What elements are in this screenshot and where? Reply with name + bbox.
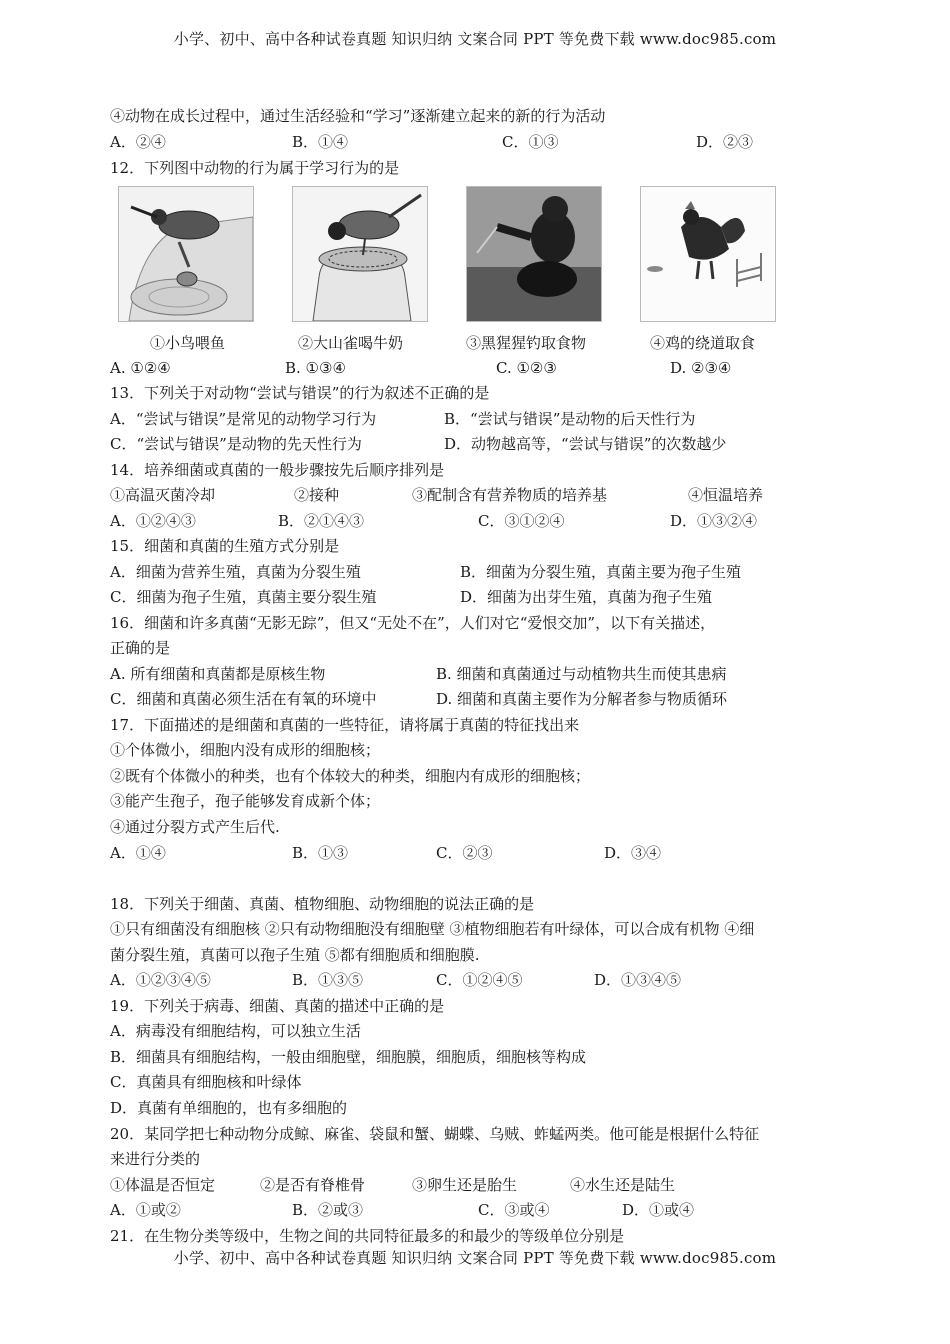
q17-option-c: C．②③ <box>436 844 493 862</box>
q20-option-d: D．①或④ <box>622 1201 695 1219</box>
q15-option-c: C．细菌为孢子生殖，真菌主要分裂生殖 <box>110 588 377 606</box>
q16-option-b: B. 细菌和真菌通过与动植物共生而使其患病 <box>436 665 727 683</box>
q17-item-2: ②既有个体微小的种类，也有个体较大的种类，细胞内有成形的细胞核； <box>110 767 591 785</box>
q17-item-4: ④通过分裂方式产生后代. <box>110 818 280 836</box>
q13-option-a: A．“尝试与错误”是常见的动物学习行为 <box>110 410 377 428</box>
q13-stem: 13．下列关于对动物“尝试与错误”的行为叙述不正确的是 <box>110 384 490 402</box>
q11-option-d: D．②③ <box>696 133 754 151</box>
q11-option-b: B．①④ <box>292 133 349 151</box>
q12-option-a: A. ①②④ <box>110 359 171 377</box>
q20-item-1: ①体温是否恒定 <box>110 1176 216 1194</box>
q12-option-b: B. ①③④ <box>285 359 346 377</box>
q12-option-d: D. ②③④ <box>670 359 732 377</box>
q16-stem-line2: 正确的是 <box>110 639 171 657</box>
q14-option-c: C．③①②④ <box>478 512 565 530</box>
q15-option-d: D．细菌为出芽生殖，真菌为孢子生殖 <box>460 588 713 606</box>
q12-caption-1: ①小鸟喂鱼 <box>150 334 226 352</box>
q14-option-d: D．①③②④ <box>670 512 758 530</box>
q13-option-c: C．“尝试与错误”是动物的先天性行为 <box>110 435 362 453</box>
q20-option-c: C．③或④ <box>478 1201 550 1219</box>
q15-option-a: A．细菌为营养生殖，真菌为分裂生殖 <box>110 563 361 581</box>
q19-stem: 19．下列关于病毒、细菌、真菌的描述中正确的是 <box>110 997 445 1015</box>
q14-stem: 14．培养细菌或真菌的一般步骤按先后顺序排列是 <box>110 461 445 479</box>
q11-option-c: C．①③ <box>502 133 559 151</box>
great-tit-drinking-milk-image <box>292 186 428 322</box>
page-footer: 小学、初中、高中各种试卷真题 知识归纳 文案合同 PPT 等免费下载 www.doc985.com <box>173 1249 777 1267</box>
q17-stem: 17．下面描述的是细菌和真菌的一些特征，请将属于真菌的特征找出来 <box>110 716 580 734</box>
q19-option-c: C．真菌具有细胞核和叶绿体 <box>110 1073 302 1091</box>
q19-option-d: D．真菌有单细胞的，也有多细胞的 <box>110 1099 348 1117</box>
q20-item-2: ②是否有脊椎骨 <box>260 1176 366 1194</box>
q17-option-b: B．①③ <box>292 844 349 862</box>
q21-stem: 21．在生物分类等级中，生物之间的共同特征最多的和最少的等级单位分别是 <box>110 1227 625 1245</box>
q20-option-a: A．①或② <box>110 1201 181 1219</box>
q20-item-3: ③卵生还是胎生 <box>412 1176 518 1194</box>
q17-option-d: D．③④ <box>604 844 662 862</box>
q20-stem-line2: 来进行分类的 <box>110 1150 201 1168</box>
q17-item-1: ①个体微小，细胞内没有成形的细胞核； <box>110 741 381 759</box>
q19-option-b: B．细菌具有细胞结构，一般由细胞壁，细胞膜，细胞质，细胞核等构成 <box>110 1048 587 1066</box>
q13-option-d: D．动物越高等，“尝试与错误”的次数越少 <box>444 435 727 453</box>
q12-option-c: C. ①②③ <box>496 359 557 377</box>
q16-option-d: D. 细菌和真菌主要作为分解者参与物质循环 <box>436 690 728 708</box>
page-header: 小学、初中、高中各种试卷真题 知识归纳 文案合同 PPT 等免费下载 www.doc985.com <box>173 30 777 48</box>
q14-item-2: ②接种 <box>294 486 340 504</box>
q18-option-a: A．①②③④⑤ <box>110 971 211 989</box>
q20-option-b: B．②或③ <box>292 1201 364 1219</box>
q17-option-a: A．①④ <box>110 844 166 862</box>
q14-option-a: A．①②④③ <box>110 512 196 530</box>
q16-option-c: C．细菌和真菌必须生活在有氧的环境中 <box>110 690 377 708</box>
q18-option-b: B．①③⑤ <box>292 971 364 989</box>
q14-option-b: B．②①④③ <box>278 512 365 530</box>
q11-option-a: A．②④ <box>110 133 166 151</box>
q15-stem: 15．细菌和真菌的生殖方式分别是 <box>110 537 340 555</box>
q12-caption-3: ③黑猩猩钓取食物 <box>466 334 587 352</box>
chimpanzee-fishing-food-image <box>466 186 602 322</box>
q13-option-b: B．“尝试与错误”是动物的后天性行为 <box>444 410 696 428</box>
q18-option-d: D．①③④⑤ <box>594 971 682 989</box>
chicken-detour-feeding-image <box>640 186 776 322</box>
q20-item-4: ④水生还是陆生 <box>570 1176 676 1194</box>
q18-option-c: C．①②④⑤ <box>436 971 523 989</box>
q12-caption-4: ④鸡的绕道取食 <box>650 334 756 352</box>
q12-caption-2: ②大山雀喝牛奶 <box>298 334 404 352</box>
q14-item-1: ①高温灭菌冷却 <box>110 486 216 504</box>
q18-body-line1: ①只有细菌没有细胞核 ②只有动物细胞没有细胞壁 ③植物细胞若有叶绿体，可以合成有机物 ④细 <box>110 920 755 938</box>
q16-stem-line1: 16．细菌和许多真菌“无影无踪”，但又“无处不在”，人们对它“爱恨交加”，以下有关描述， <box>110 614 716 632</box>
bird-feeding-fish-image <box>118 186 254 322</box>
q16-option-a: A. 所有细菌和真菌都是原核生物 <box>110 665 326 683</box>
q18-body-line2: 菌分裂生殖，真菌可以孢子生殖 ⑤都有细胞质和细胞膜. <box>110 946 480 964</box>
q17-item-3: ③能产生孢子，孢子能够发育成新个体； <box>110 792 381 810</box>
q20-stem-line1: 20．某同学把七种动物分成鲸、麻雀、袋鼠和蟹、蝴蝶、乌贼、蚱蜢两类。他可能是根据什么特征 <box>110 1125 760 1143</box>
q19-option-a: A．病毒没有细胞结构，可以独立生活 <box>110 1022 361 1040</box>
q15-option-b: B．细菌为分裂生殖，真菌主要为孢子生殖 <box>460 563 742 581</box>
q12-stem: 12．下列图中动物的行为属于学习行为的是 <box>110 159 400 177</box>
q18-stem: 18．下列关于细菌、真菌、植物细胞、动物细胞的说法正确的是 <box>110 895 535 913</box>
q14-item-3: ③配制含有营养物质的培养基 <box>412 486 608 504</box>
q14-item-4: ④恒温培养 <box>688 486 764 504</box>
q11-item-4: ④动物在成长过程中，通过生活经验和“学习”逐渐建立起来的新的行为活动 <box>110 107 606 125</box>
